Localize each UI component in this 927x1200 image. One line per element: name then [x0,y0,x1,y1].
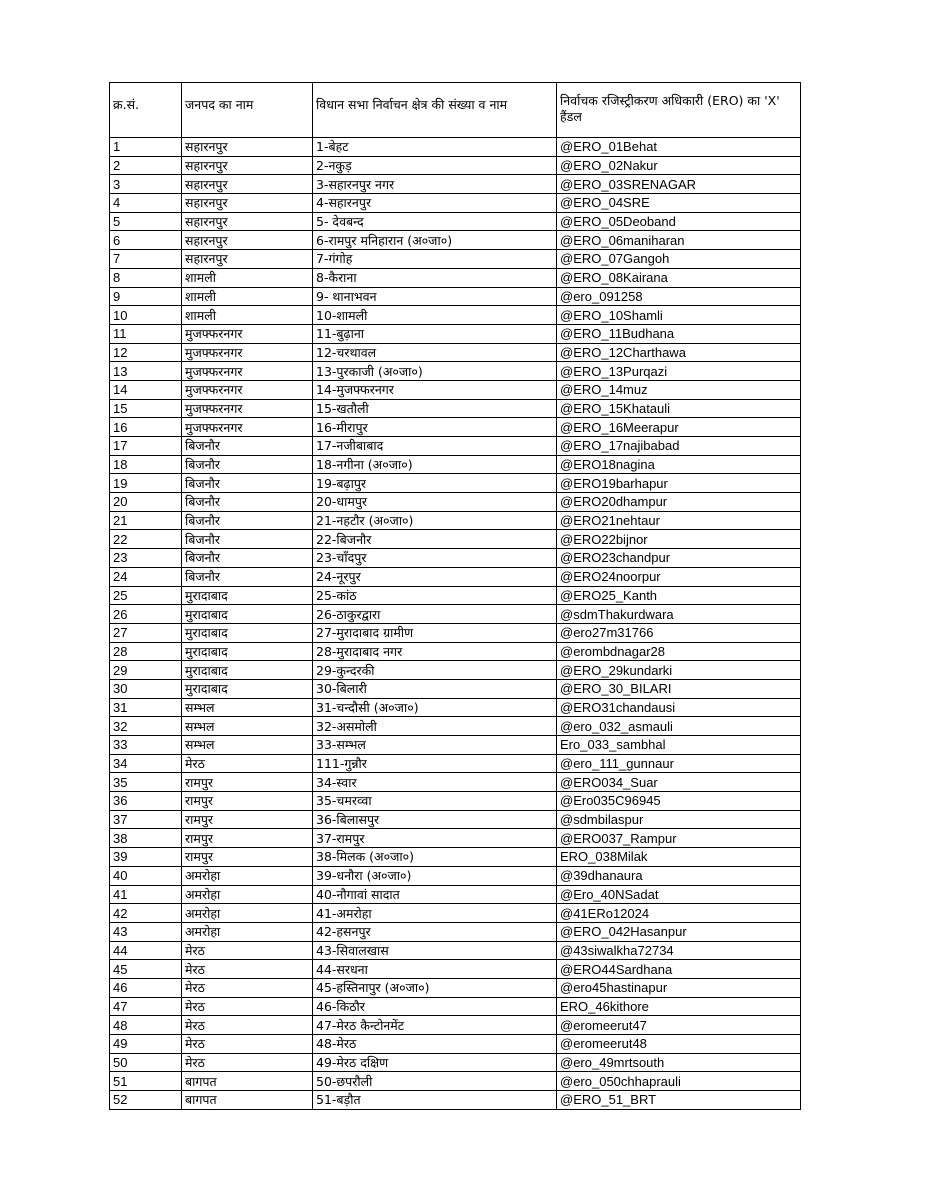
cell-ero-handle: @ERO44Sardhana [557,960,801,979]
cell-ero-handle: @ERO_042Hasanpur [557,922,801,941]
table-row [110,978,801,997]
cell-district: सहारनपुर [182,156,313,175]
cell-serial-number: 45 [110,960,182,979]
cell-serial-number: 47 [110,997,182,1016]
cell-constituency: 50-छपरौली [313,1072,557,1091]
cell-serial-number: 41 [110,885,182,904]
cell-constituency: 36-बिलासपुर [313,810,557,829]
cell-serial-number: 23 [110,549,182,568]
cell-ero-handle: @erombdnagar28 [557,642,801,661]
cell-district: रामपुर [182,810,313,829]
cell-district: बिजनौर [182,511,313,530]
cell-district: मुजफ्फरनगर [182,362,313,381]
cell-serial-number: 1 [110,138,182,157]
cell-district: सहारनपुर [182,250,313,269]
cell-constituency: 8-कैराना [313,268,557,287]
table-row [110,773,801,792]
cell-ero-handle: @ERO23chandpur [557,549,801,568]
cell-district: बिजनौर [182,493,313,512]
cell-constituency: 22-बिजनौर [313,530,557,549]
cell-constituency: 111-गुन्नौर [313,754,557,773]
cell-district: मेरठ [182,754,313,773]
cell-serial-number: 40 [110,866,182,885]
table-row [110,661,801,680]
cell-ero-handle: @ERO_06maniharan [557,231,801,250]
cell-constituency: 25-कांठ [313,586,557,605]
cell-serial-number: 5 [110,212,182,231]
cell-constituency: 18-नगीना (अ०जा०) [313,455,557,474]
cell-constituency: 45-हस्तिनापुर (अ०जा०) [313,978,557,997]
cell-district: मेरठ [182,978,313,997]
cell-constituency: 6-रामपुर मनिहारान (अ०जा०) [313,231,557,250]
cell-ero-handle: @ERO21nehtaur [557,511,801,530]
cell-ero-handle: @ERO_05Deoband [557,212,801,231]
cell-serial-number: 15 [110,399,182,418]
cell-constituency: 20-धामपुर [313,493,557,512]
cell-serial-number: 26 [110,605,182,624]
table-row [110,511,801,530]
cell-constituency: 16-मीरापुर [313,418,557,437]
cell-serial-number: 14 [110,380,182,399]
cell-district: मुजफ्फरनगर [182,343,313,362]
cell-district: बिजनौर [182,455,313,474]
table-row [110,418,801,437]
cell-serial-number: 12 [110,343,182,362]
cell-ero-handle: @eromeerut47 [557,1016,801,1035]
cell-district: मुजफ्फरनगर [182,324,313,343]
cell-district: बागपत [182,1072,313,1091]
cell-serial-number: 35 [110,773,182,792]
cell-constituency: 51-बड़ौत [313,1091,557,1110]
cell-ero-handle: @eromeerut48 [557,1035,801,1054]
table-row [110,156,801,175]
cell-constituency: 4-सहारनपुर [313,194,557,213]
cell-district: मेरठ [182,1035,313,1054]
cell-serial-number: 28 [110,642,182,661]
table-row [110,754,801,773]
table-row [110,1053,801,1072]
cell-constituency: 35-चमरव्वा [313,792,557,811]
table-row [110,1016,801,1035]
cell-serial-number: 30 [110,679,182,698]
cell-serial-number: 13 [110,362,182,381]
cell-constituency: 33-सम्भल [313,736,557,755]
cell-district: मुरादाबाद [182,623,313,642]
cell-constituency: 11-बुढ़ाना [313,324,557,343]
ero-handle-table [109,82,801,1110]
table-row [110,530,801,549]
cell-ero-handle: @ERO_17najibabad [557,437,801,456]
cell-ero-handle: @ERO_15Khatauli [557,399,801,418]
cell-constituency: 1-बेहट [313,138,557,157]
cell-ero-handle: @ero45hastinapur [557,978,801,997]
cell-constituency: 43-सिवालखास [313,941,557,960]
cell-ero-handle: @ERO_14muz [557,380,801,399]
cell-serial-number: 51 [110,1072,182,1091]
cell-ero-handle: @ERO19barhapur [557,474,801,493]
cell-ero-handle: @ERO_12Charthawa [557,343,801,362]
cell-district: बिजनौर [182,474,313,493]
table-row [110,399,801,418]
cell-ero-handle: @ERO_51_BRT [557,1091,801,1110]
table-row [110,848,801,867]
cell-ero-handle: @ERO_07Gangoh [557,250,801,269]
cell-ero-handle: @ero_111_gunnaur [557,754,801,773]
cell-district: सहारनपुर [182,194,313,213]
table-header-row [110,83,801,138]
cell-constituency: 37-रामपुर [313,829,557,848]
cell-constituency: 2-नकुड़ [313,156,557,175]
cell-constituency: 30-बिलारी [313,679,557,698]
cell-serial-number: 48 [110,1016,182,1035]
cell-serial-number: 29 [110,661,182,680]
cell-ero-handle: @ERO24noorpur [557,567,801,586]
table-row [110,1035,801,1054]
cell-district: मुरादाबाद [182,586,313,605]
cell-district: मुजफ्फरनगर [182,399,313,418]
table-row [110,810,801,829]
cell-constituency: 26-ठाकुरद्वारा [313,605,557,624]
cell-ero-handle: @43siwalkha72734 [557,941,801,960]
table-row [110,829,801,848]
cell-district: मुरादाबाद [182,661,313,680]
cell-serial-number: 7 [110,250,182,269]
cell-district: सहारनपुर [182,231,313,250]
cell-district: मुरादाबाद [182,605,313,624]
table-row [110,343,801,362]
cell-constituency: 49-मेरठ दक्षिण [313,1053,557,1072]
cell-ero-handle: @ero_032_asmauli [557,717,801,736]
cell-district: बिजनौर [182,549,313,568]
cell-serial-number: 32 [110,717,182,736]
table-row [110,306,801,325]
cell-constituency: 27-मुरादाबाद ग्रामीण [313,623,557,642]
cell-district: बिजनौर [182,567,313,586]
cell-district: सहारनपुर [182,138,313,157]
cell-serial-number: 37 [110,810,182,829]
cell-ero-handle: @sdmbilaspur [557,810,801,829]
cell-serial-number: 44 [110,941,182,960]
cell-constituency: 44-सरधना [313,960,557,979]
cell-constituency: 5- देवबन्द [313,212,557,231]
cell-serial-number: 6 [110,231,182,250]
cell-district: मुरादाबाद [182,642,313,661]
cell-serial-number: 50 [110,1053,182,1072]
table-row [110,231,801,250]
cell-ero-handle: @sdmThakurdwara [557,605,801,624]
cell-serial-number: 8 [110,268,182,287]
table-row [110,362,801,381]
cell-serial-number: 17 [110,437,182,456]
table-row [110,138,801,157]
cell-constituency: 34-स्वार [313,773,557,792]
cell-district: बिजनौर [182,437,313,456]
cell-ero-handle: @ERO20dhampur [557,493,801,512]
table-row [110,1072,801,1091]
cell-district: सम्भल [182,717,313,736]
table-row [110,324,801,343]
cell-constituency: 3-सहारनपुर नगर [313,175,557,194]
cell-ero-handle: @ERO_01Behat [557,138,801,157]
table-row [110,474,801,493]
table-row [110,455,801,474]
cell-constituency: 42-हसनपुर [313,922,557,941]
cell-ero-handle: @ERO_08Kairana [557,268,801,287]
table-row [110,997,801,1016]
table-row [110,736,801,755]
cell-district: अमरोहा [182,904,313,923]
cell-serial-number: 43 [110,922,182,941]
table-row [110,287,801,306]
cell-ero-handle: @ERO_02Nakur [557,156,801,175]
table-row [110,679,801,698]
cell-constituency: 21-नहटौर (अ०जा०) [313,511,557,530]
cell-district: बागपत [182,1091,313,1110]
header-constituency: विधान सभा निर्वाचन क्षेत्र की संख्या व नाम [313,83,557,138]
cell-ero-handle: @ero_49mrtsouth [557,1053,801,1072]
cell-constituency: 17-नजीबाबाद [313,437,557,456]
table-row [110,493,801,512]
cell-ero-handle: @ERO_29kundarki [557,661,801,680]
table-row [110,268,801,287]
cell-ero-handle: @ERO18nagina [557,455,801,474]
cell-serial-number: 38 [110,829,182,848]
cell-serial-number: 11 [110,324,182,343]
cell-serial-number: 22 [110,530,182,549]
cell-constituency: 40-नौगावां सादात [313,885,557,904]
table-row [110,567,801,586]
cell-district: मेरठ [182,997,313,1016]
table-row [110,866,801,885]
cell-serial-number: 27 [110,623,182,642]
cell-constituency: 9- थानाभवन [313,287,557,306]
table-row [110,605,801,624]
cell-ero-handle: @ero_050chhaprauli [557,1072,801,1091]
cell-constituency: 28-मुरादाबाद नगर [313,642,557,661]
cell-district: रामपुर [182,848,313,867]
cell-constituency: 46-किठौर [313,997,557,1016]
header-serial-number: क्र.सं. [110,83,182,138]
cell-ero-handle: @ERO_04SRE [557,194,801,213]
cell-ero-handle: @Ero_40NSadat [557,885,801,904]
cell-district: मुरादाबाद [182,679,313,698]
cell-district: मेरठ [182,1016,313,1035]
cell-serial-number: 19 [110,474,182,493]
cell-serial-number: 2 [110,156,182,175]
table-row [110,885,801,904]
cell-constituency: 14-मुजफ्फरनगर [313,380,557,399]
cell-constituency: 13-पुरकाजी (अ०जा०) [313,362,557,381]
cell-ero-handle: ERO_46kithore [557,997,801,1016]
cell-constituency: 10-शामली [313,306,557,325]
table-row [110,194,801,213]
cell-serial-number: 31 [110,698,182,717]
cell-district: शामली [182,268,313,287]
cell-ero-handle: @ERO_13Purqazi [557,362,801,381]
cell-district: मेरठ [182,960,313,979]
cell-ero-handle: @ERO034_Suar [557,773,801,792]
cell-district: मुजफ्फरनगर [182,418,313,437]
table-row [110,175,801,194]
cell-constituency: 47-मेरठ कैन्टोनमेंट [313,1016,557,1035]
cell-ero-handle: @ERO25_Kanth [557,586,801,605]
document-page [109,82,800,1110]
cell-ero-handle: @ero_091258 [557,287,801,306]
cell-district: सहारनपुर [182,212,313,231]
cell-ero-handle: @ERO22bijnor [557,530,801,549]
table-row [110,1091,801,1110]
cell-ero-handle: @ERO_11Budhana [557,324,801,343]
cell-constituency: 12-चरथावल [313,343,557,362]
table-row [110,380,801,399]
cell-serial-number: 25 [110,586,182,605]
cell-constituency: 31-चन्दौसी (अ०जा०) [313,698,557,717]
cell-constituency: 15-खतौली [313,399,557,418]
cell-serial-number: 18 [110,455,182,474]
cell-serial-number: 34 [110,754,182,773]
cell-district: शामली [182,287,313,306]
cell-district: अमरोहा [182,922,313,941]
cell-constituency: 23-चाँदपुर [313,549,557,568]
cell-district: शामली [182,306,313,325]
header-ero-handle: निर्वाचक रजिस्ट्रीकरण अधिकारी (ERO) का 'X' हैंडल [557,83,801,138]
cell-serial-number: 16 [110,418,182,437]
table-row [110,586,801,605]
cell-serial-number: 52 [110,1091,182,1110]
cell-district: सम्भल [182,736,313,755]
cell-constituency: 29-कुन्दरकी [313,661,557,680]
cell-ero-handle: @ERO_30_BILARI [557,679,801,698]
cell-serial-number: 42 [110,904,182,923]
table-row [110,717,801,736]
table-row [110,941,801,960]
cell-constituency: 19-बढ़ापुर [313,474,557,493]
cell-ero-handle: ERO_038Milak [557,848,801,867]
cell-constituency: 32-असमोली [313,717,557,736]
cell-constituency: 24-नूरपुर [313,567,557,586]
table-row [110,698,801,717]
cell-serial-number: 33 [110,736,182,755]
cell-district: रामपुर [182,792,313,811]
cell-district: मेरठ [182,1053,313,1072]
cell-serial-number: 46 [110,978,182,997]
cell-district: मुजफ्फरनगर [182,380,313,399]
table-row [110,904,801,923]
cell-ero-handle: @ERO_16Meerapur [557,418,801,437]
table-row [110,212,801,231]
cell-serial-number: 20 [110,493,182,512]
cell-serial-number: 9 [110,287,182,306]
header-district: जनपद का नाम [182,83,313,138]
cell-ero-handle: @41ERo12024 [557,904,801,923]
cell-constituency: 48-मेरठ [313,1035,557,1054]
cell-ero-handle: @ERO31chandausi [557,698,801,717]
cell-serial-number: 10 [110,306,182,325]
cell-constituency: 41-अमरोहा [313,904,557,923]
cell-constituency: 39-धनौरा (अ०जा०) [313,866,557,885]
cell-district: सहारनपुर [182,175,313,194]
cell-district: मेरठ [182,941,313,960]
cell-district: बिजनौर [182,530,313,549]
table-row [110,792,801,811]
cell-district: रामपुर [182,829,313,848]
cell-ero-handle: @ERO_03SRENAGAR [557,175,801,194]
cell-ero-handle: @ERO037_Rampur [557,829,801,848]
cell-constituency: 7-गंगोह [313,250,557,269]
cell-ero-handle: @Ero035C96945 [557,792,801,811]
cell-ero-handle: Ero_033_sambhal [557,736,801,755]
cell-constituency: 38-मिलक (अ०जा०) [313,848,557,867]
table-row [110,642,801,661]
table-row [110,960,801,979]
cell-district: अमरोहा [182,866,313,885]
table-body [110,138,801,1110]
cell-ero-handle: @ERO_10Shamli [557,306,801,325]
cell-serial-number: 39 [110,848,182,867]
cell-ero-handle: @39dhanaura [557,866,801,885]
cell-serial-number: 49 [110,1035,182,1054]
cell-district: सम्भल [182,698,313,717]
cell-serial-number: 4 [110,194,182,213]
cell-serial-number: 21 [110,511,182,530]
table-row [110,549,801,568]
table-row [110,623,801,642]
cell-district: रामपुर [182,773,313,792]
table-row [110,437,801,456]
table-row [110,922,801,941]
table-row [110,250,801,269]
cell-ero-handle: @ero27m31766 [557,623,801,642]
cell-serial-number: 24 [110,567,182,586]
cell-serial-number: 3 [110,175,182,194]
cell-serial-number: 36 [110,792,182,811]
cell-district: अमरोहा [182,885,313,904]
